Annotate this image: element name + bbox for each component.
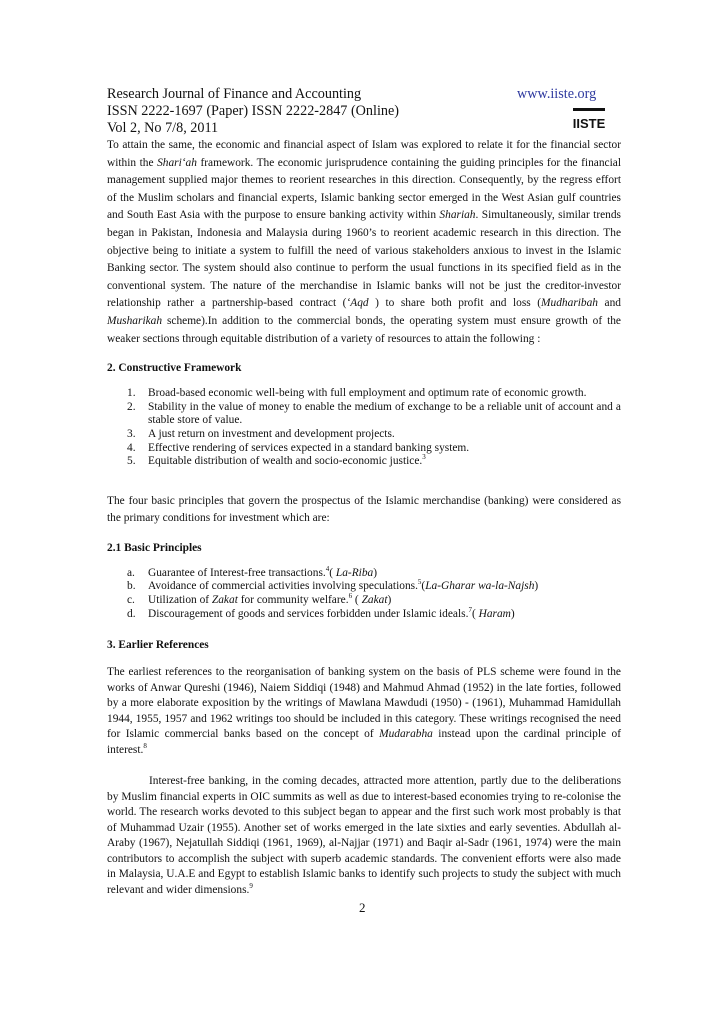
- journal-url[interactable]: www.iiste.org: [517, 86, 597, 102]
- iiste-logo-icon: [572, 108, 606, 130]
- section-2-1-title: 2.1 Basic Principles: [107, 541, 202, 554]
- list-item: 2. Stability in the value of money to enable the medium of exchange to be a reliable unit of account and a stable store of value.: [127, 400, 621, 427]
- basic-principles-list: [107, 567, 621, 621]
- section-3-title: 3. Earlier References: [107, 639, 209, 652]
- list-item: c. Utilization of Zakat for community welfare.$^6$ ( Zakat): [127, 592, 392, 607]
- section-2-title: 2. Constructive Framework: [107, 362, 242, 375]
- list-item: d. Discouragement of goods and services forbidden under Islamic ideals.$^7$( Haram): [127, 605, 515, 620]
- svg-text:IISTE: IISTE: [572, 116, 606, 130]
- list-item: 1. Broad-based economic well-being with full employment and optimum rate of economic growth.: [127, 387, 587, 400]
- page-content: [107, 86, 621, 898]
- list-item: b. Avoidance of commercial activities involving speculations.$^5$(La-Gharar wa-la-Najsh): [127, 578, 539, 593]
- list-item: 4. Effective rendering of services expected in a standard banking system.: [127, 441, 470, 454]
- journal-title: Research Journal of Finance and Accounting: [107, 86, 362, 102]
- running-header: [107, 86, 621, 137]
- issn-line: ISSN 2222-1697 (Paper) ISSN 2222-2847 (Online): [107, 103, 400, 119]
- references-paragraph-2: Interest-free banking, in the coming decades, attracted more attention, partly due to the deliberations by Muslim financial experts in OIC summits as well as due to interest-based economies trying to re-colonise the world. The research works devoted to this subject began to appear and the first such work most probably is that of Muhammad Uzair (1955). Another set of works emerged in the late sixties and early seventies. Abdullah al-Araby (1967), Nejatullah Siddiqi (1961, 1969), al-Najjar (1971) and Baqir al-Sadr (1961, 1974) were the main contributors to accomplish the subject with superb academic standards. The convenient efforts were also made in Malaysia, U.A.E and Egypt to establish Islamic banks to identify such projects to study the subject with much relevant and wider dimensions.$^9$: [107, 775, 621, 896]
- principles-intro: The four basic principles that govern the prospectus of the Islamic merchandise (banking) were considered as the primary conditions for investment which are:: [107, 494, 621, 525]
- list-item: 3. A just return on investment and development projects.: [127, 427, 395, 440]
- constructive-framework-list: [107, 387, 621, 469]
- references-paragraph-1: The earliest references to the reorganisation of banking system on the basis of PLS scheme were found in the works of Anwar Qureshi (1946), Naiem Siddiqi (1948) and Mahmud Ahmad (1952) in the late forties, followed by a more elaborate exposition by the writings of Mawlana Mawdudi (1950) - (1961), Muhammad Hamidullah 1944, 1955, 1957 and 1962 writings too should be included in this category. These writings recognised the need for Islamic commercial banks based on the concept of Mudarabha instead upon the cardinal principle of interest.$^8$: [107, 666, 622, 756]
- list-item: a. Guarantee of Interest-free transactions.$^4$( La-Riba): [127, 565, 378, 579]
- volume-line: Vol 2, No 7/8, 2011: [107, 120, 219, 136]
- list-item: 5. Equitable distribution of wealth and socio-economic justice.$^3$: [127, 453, 426, 468]
- page-number: 2: [359, 900, 366, 915]
- intro-paragraph: To attain the same, the economic and financial aspect of Islam was explored to relate it for the financial sector within the Shari‘ah framework. The economic jurisprudence containing the guiding principles for the financial management supplied major themes to reorient researches in this direction. Consequently, by the regress effort of the Muslim scholars and financial experts, Islamic banking sector emerged in the West Asian gulf countries and South East Asia with the purpose to ensure banking activity within Shariah. Simultaneously, similar trends began in Pakistan, Indonesia and Malaysia during 1960’s to reorient academic research in this direction. The objective being to initiate a system to fulfill the need of various stakeholders anxious to invest in the Islamic Banking sector. The system should also continue to perform the usual functions in its specified field as in the conventional system. The nature of the merchandise in Islamic banks will not be just the creditor-investor relationship rather a partnership-based contract (‘Aqd ) to share both profit and loss (Mudharibah and Musharikah scheme).In addition to the commercial bonds, the operating system must ensure growth of the weaker sections through equitable distribution of a variety of resources to attain the following :: [107, 139, 621, 345]
